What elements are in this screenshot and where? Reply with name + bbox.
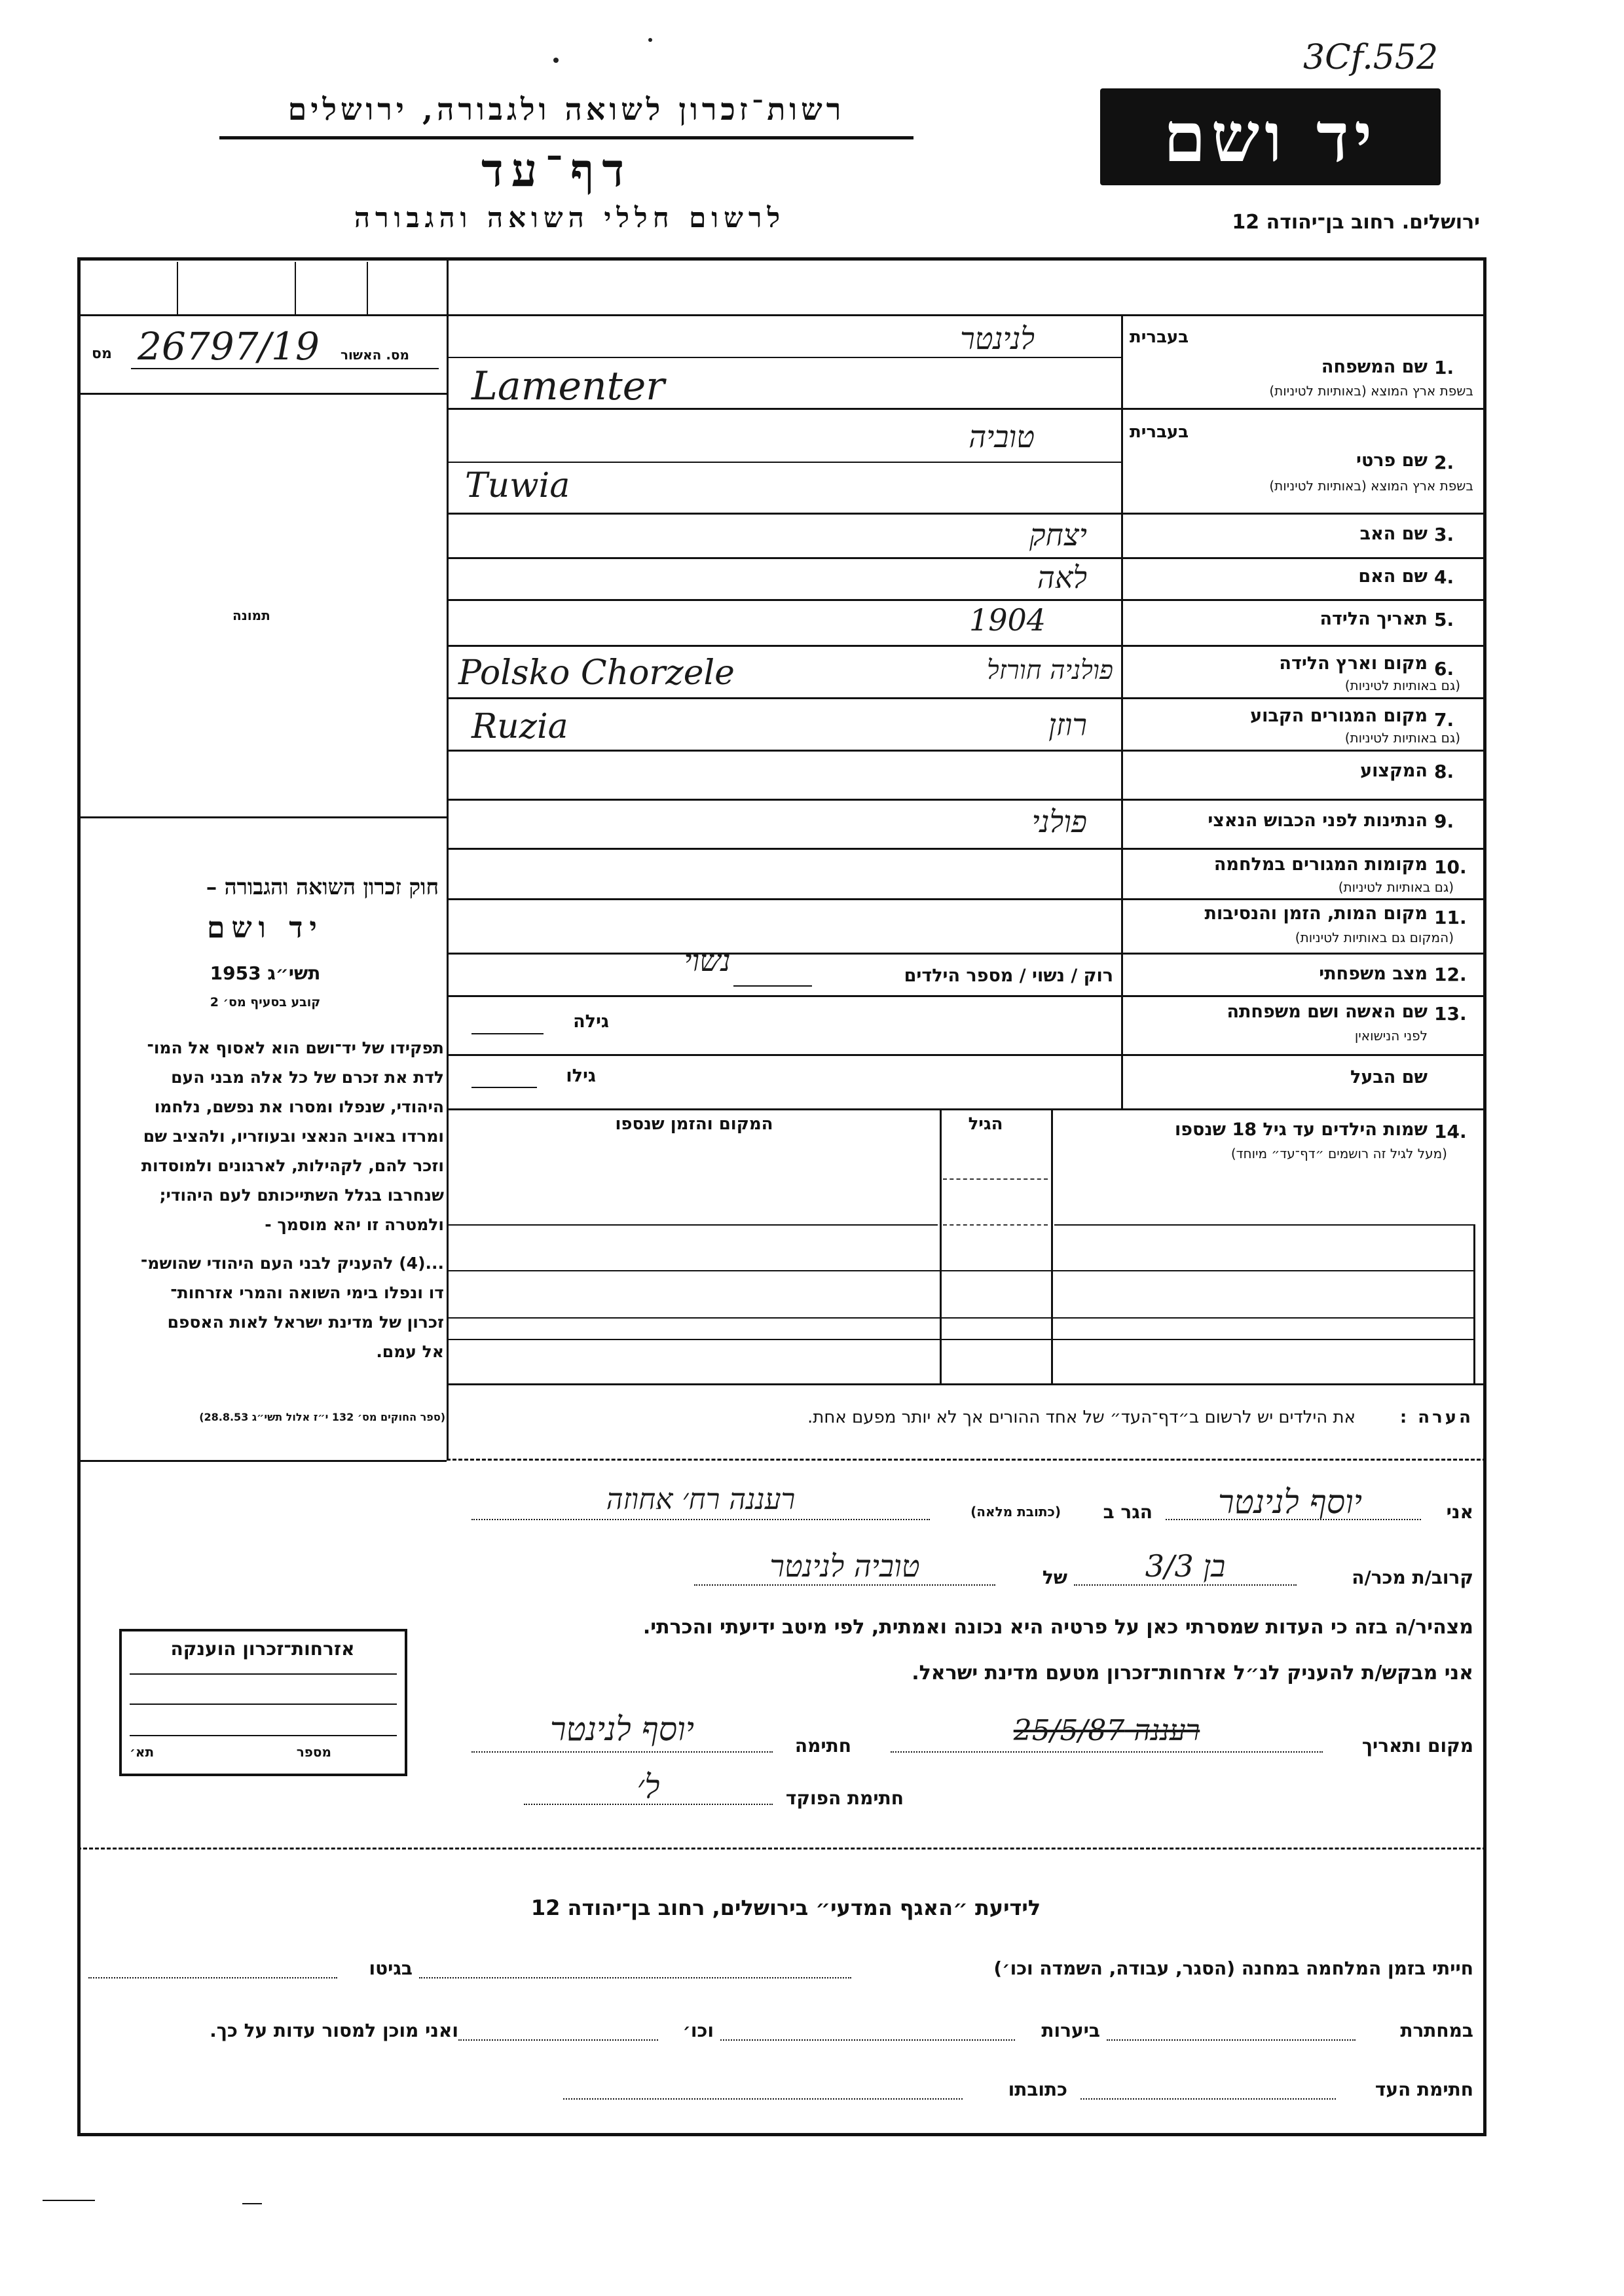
field-1-label: שם המשפחה [1321,357,1428,377]
field-11-label: מקום המות, הזמן והנסיבות [1204,903,1428,924]
footer-etc: וכו׳ [682,2020,714,2041]
footer-camp-line [419,1977,851,1978]
form-subtitle: לרשום חללי השואה והגבורה [354,202,786,234]
field-12-label: מצב משפחתי [1319,964,1428,984]
father-name: יצחק [1029,517,1087,553]
residence-hebrew: רוזן [1048,707,1087,742]
top-strip-tick [367,262,368,314]
place-date: רעננה 25/5/87 [1013,1714,1200,1747]
footer-underground: במחתרת [1400,2020,1473,2041]
field-10-label: מקומות המגורים במלחמה [1213,854,1428,875]
note-text: את הילדים יש לרשום ב״דף־העד״ של אחד ההורים אך לא יותר מפעם אחת. [807,1408,1356,1427]
table-row [1054,1224,1473,1226]
table-row [447,1270,1473,1271]
note-label: הערה : [1399,1408,1473,1427]
signature-label: חתימה [794,1735,851,1757]
official-signature-label: חתימת הפוקד [785,1787,904,1809]
scan-mark [242,2203,262,2204]
mother-name: לאה [1037,560,1087,595]
declarant-label: אני [1446,1501,1473,1523]
field-5-label: תאריך הלידה [1320,609,1428,629]
footer-witness-sig: חתימת העד [1375,2079,1473,2100]
footer-ghetto-line [88,1977,337,1978]
victim-line [694,1584,995,1586]
row-line [447,995,1486,997]
signature-line [471,1751,773,1753]
address: ירושלים. רחוב בן־יהודה 12 [1232,211,1480,234]
header-divider [447,257,449,314]
label-column-divider [1121,314,1123,1108]
row-line [447,557,1486,559]
birth-place-hebrew: פולניה חורזל [987,655,1113,685]
row-line [447,645,1486,647]
row-line [447,357,1121,358]
footer-info: לידיעת ״האגף המדעי״ בירושלים, רחוב בן־יהודה 12 [530,1895,1041,1920]
field-13-label: שם האשה ושם משפחתה [1227,1002,1428,1022]
scan-mark [43,2200,95,2201]
table-bottom [447,1383,1486,1385]
official-signature-line [524,1804,773,1805]
left-column-bottom [77,1460,447,1462]
footer-forests: ביערות [1041,2020,1100,2041]
field-4-label: שם האם [1358,566,1428,587]
row-line [447,462,1121,463]
field-11-sub: (המקום גם באותיות לטיניות) [1295,930,1454,945]
archive-code: 3Cf.552 [1303,38,1439,77]
row-line [447,953,1486,955]
statement-2: אני מבקש/ת להעניק לנ״ל אזרחות־זכרון מטעם מדינת ישראל. [912,1662,1473,1685]
field-5-num: 5. [1434,609,1454,630]
top-mark [553,58,559,63]
surname-hebrew: לנינטר [960,321,1035,356]
table-row [943,1224,1048,1226]
field-8-num: 8. [1434,761,1454,782]
field-6-sub: (גם באותיות לטיניות) [1344,678,1460,693]
row-line [447,848,1486,850]
field-2-label: שם פרטי [1356,450,1428,471]
footer-address-line [563,2098,963,2100]
note-separator [447,1459,1486,1461]
table-row [447,1317,1473,1319]
citizenship-box-number: מספר [296,1744,331,1760]
left-column-divider [447,257,449,1460]
of-label: של [1042,1567,1067,1588]
citizenship-box [119,1629,407,1776]
relation: בן 3/3 [1145,1548,1226,1584]
field-14-label: שמות הילדים עד גיל 18 שנספו [1174,1120,1428,1140]
approval-number: 26797/19 [138,324,320,369]
birth-place-latin: Polsko Chorzele [458,653,735,693]
field-7-num: 7. [1434,709,1454,731]
table-col-divider [1051,1108,1053,1383]
place-date-line [891,1751,1323,1753]
field-8-label: המקצוע [1360,761,1428,781]
birth-date: 1904 [969,602,1046,638]
field-2-sub: בשפת ארץ המוצא (באותיות לטיניות) [1269,478,1473,494]
top-strip-tick [295,262,296,314]
field-13-sub: לפני הנישואין [1354,1028,1428,1044]
victim-name: טוביה לנינטר [769,1548,920,1584]
lang-hebrew: בעברית [1130,327,1189,347]
footer-address: כתובתו [1008,2079,1067,2100]
law-text: תפקידו של יד־ושם הוא לאסוף אל המו־ לדת את זכרם של כל אלה מבני העם היהודי, שנפלו ומסרו את נפשם, נלחמו ומרדו באויב הנאצי ובעוזריו, ולהציב שם וזכר להם, לקהילות, לארגונים ולמוסדות שנחרבו בגלל השתייכותם לעם היהודי; ולמטרה זו יהא מוסמך - ...(4) להעניק לבני העם היהודי שהושמ־ דו ונפלו בימי השואה והמרי אזרחות־ זכרון של מדינת ישראל לאות האספם אל עמם. [140,1038,444,1361]
row-line [447,1108,1486,1110]
row-line [447,513,1486,515]
field-12-num: 12. [1434,964,1467,985]
footer-etc-line [458,2039,658,2041]
table-row [447,1224,938,1226]
row-line [447,1054,1486,1056]
field-13-num: 13. [1434,1003,1467,1025]
footer-camp: חייתי בזמן המלחמה במחנה (הסגר, עבודה, השמדה וכו׳) [993,1958,1473,1979]
signature: יוסף לנינטר [550,1710,694,1748]
husband-label: שם הבעל [1350,1067,1428,1087]
given-name-latin: Tuwia [465,466,570,505]
authority-underline [219,136,913,139]
col-age: הגיל [968,1114,1003,1134]
field-14-sub: (מעל לגיל זה רושמים ״דף־עד״ מיוחד) [1230,1146,1447,1161]
address-hint: (כתובת מלאה) [970,1504,1061,1520]
footer-forests-line [720,2039,1015,2041]
field-6-num: 6. [1434,658,1454,680]
field-10-num: 10. [1434,856,1467,878]
approval-label: מס. האשור [341,347,409,363]
law-source: (ספר החוקים מס׳ 132 י״ז אלול תשי״ג 28.8.53) [199,1411,445,1423]
field-1-num: 1. [1434,357,1454,378]
approval-no-label: מס [92,346,112,362]
nationality: פולני [1031,804,1087,839]
photo-bottom [77,816,447,818]
table-right-edge [1473,1224,1475,1383]
lang-hebrew: בעברית [1130,422,1189,442]
footer-underground-line [1107,2039,1356,2041]
footer-testimony: ואני מוכן למסור עדות על כך. [210,2020,458,2041]
footer-separator [77,1848,1486,1850]
field-1-sub: בשפת ארץ המוצא (באותיות לטיניות) [1269,383,1473,399]
approval-line [131,368,439,369]
top-mark [648,38,652,42]
law-name: יד ושם [207,911,323,945]
field-9-num: 9. [1434,811,1454,832]
footer-ghetto: בגיטו [369,1958,413,1979]
row-line [447,750,1486,752]
field-11-num: 11. [1434,907,1467,928]
row-line [447,898,1486,900]
surname-latin: Lamenter [471,363,665,409]
row-line [447,697,1486,699]
field-14-num: 14. [1434,1121,1467,1142]
declarant-line [1166,1519,1421,1520]
col-place-time: המקום והזמן שנספו [615,1114,773,1134]
marital-options: רוק / נשוי / מספר הילדים [904,966,1113,986]
husband-age-label: גילו [566,1066,596,1086]
field-10-sub: (גם באותיות לטיניות) [1338,879,1454,895]
citizenship-box-date: תא׳ [130,1744,155,1760]
field-6-label: מקום וארץ הלידה [1279,653,1428,674]
photo-top [77,393,447,395]
wife-age-line [471,1033,544,1034]
field-9-label: הנתינות לפני הכבוש הנאצי [1208,811,1428,831]
marital-status: נשוי [684,943,731,978]
law-clause: קובע בסעיף מס׳ 2 [210,995,321,1010]
authority-name: רשות־זכרון לשואה ולגבורה, ירושלים [287,92,845,127]
top-strip-tick [177,262,178,314]
field-3-label: שם האב [1359,524,1428,544]
resides-label: הגר ב [1103,1501,1153,1523]
official-signature: ל׳ [637,1768,660,1806]
field-7-sub: (גם באותיות לטיניות) [1344,730,1460,746]
top-strip-line [77,314,1486,316]
children-count-line [733,985,812,987]
photo-label: תמונה [232,608,270,623]
footer-witness-line [1080,2098,1336,2100]
law-year: תשי״ג 1953 [210,962,321,984]
residence-latin: Ruzia [471,707,568,746]
statement-1: מצהיר/ה בזה כי העדות שמסרתי כאן על פרטיה היא נכונה ואמתית, לפי מיטב ידיעתי והכרתי. [642,1616,1473,1639]
place-date-label: מקום ותאריך [1361,1735,1473,1757]
logo [1100,88,1441,185]
field-2-num: 2. [1434,452,1454,473]
table-row [447,1339,1473,1340]
field-3-num: 3. [1434,524,1454,545]
address-line [471,1519,930,1520]
relation-line [1074,1584,1297,1586]
table-col-divider [940,1108,942,1383]
relative-label: קרוב/ת מכר/ה [1352,1567,1473,1588]
declarant-name: יוסף לנינטר [1218,1483,1362,1521]
declarant-address: רעננה רח׳ אחוזה [606,1483,796,1516]
row-line [447,799,1486,801]
law-title: חוק זכרון השואה והגבורה – [206,874,439,900]
field-4-num: 4. [1434,566,1454,588]
wife-age-label: גילה [573,1011,609,1032]
given-name-hebrew: טוביה [969,419,1035,454]
citizenship-box-title: אזרחות־זכרון הוענקה [170,1638,355,1660]
row-line [447,599,1486,601]
husband-age-line [471,1087,537,1088]
logo-text: יד ושם [1163,96,1378,177]
table-row [943,1178,1048,1180]
field-7-label: מקום המגורים הקבוע [1250,706,1428,726]
form-title: דף־עד [481,143,632,197]
